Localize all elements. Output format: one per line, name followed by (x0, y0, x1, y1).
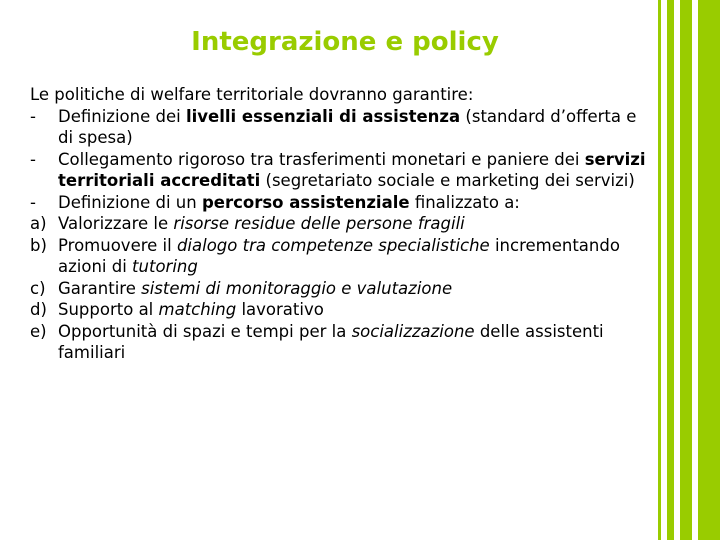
text-segment: Opportunità di spazi e tempi per la (58, 321, 352, 341)
green-bar (667, 0, 674, 540)
bold-text: servizi territoriali accreditati (58, 149, 646, 190)
list-marker: c) (30, 278, 46, 298)
list-item (30, 213, 650, 235)
green-bar (680, 0, 692, 540)
list-item (30, 192, 650, 214)
text-segment: lavorativo (236, 300, 324, 319)
text-segment: delle assistenti familiari (58, 321, 604, 362)
list-item (30, 235, 650, 278)
text-segment: incrementando azioni di (58, 235, 620, 276)
green-bar (658, 0, 661, 540)
list-item-text (58, 321, 650, 364)
text-segment: Valorizzare le (58, 214, 174, 233)
list-item-text (58, 149, 650, 192)
decorative-green-bars (654, 0, 720, 540)
text-segment: finalizzato a: (409, 192, 520, 212)
italic-text: tutoring (132, 257, 198, 276)
intro-text: Le politiche di welfare territoriale dovranno garantire: (30, 85, 474, 104)
slide-title: Integrazione e policy (191, 27, 499, 57)
list-marker: - (30, 192, 36, 212)
italic-text: matching (158, 300, 237, 319)
list-marker: e) (30, 321, 47, 341)
list-item-text (58, 106, 650, 149)
list-marker: b) (30, 235, 47, 255)
list-item-text (58, 299, 650, 321)
text-segment: Collegamento rigoroso tra trasferimenti monetari e paniere dei (58, 149, 585, 169)
body-text (30, 84, 650, 364)
list-item (30, 299, 650, 321)
text-segment: Garantire (58, 278, 142, 298)
list-item (30, 106, 650, 149)
italic-text: risorse residue delle persone fragili (173, 214, 465, 233)
list-marker: d) (30, 300, 47, 319)
list-item (30, 149, 650, 192)
text-segment: (segretariato sociale e marketing dei servizi) (260, 171, 635, 190)
list-marker: - (30, 106, 36, 126)
text-segment: Definizione di un (58, 192, 202, 212)
text-segment: (standard d’offerta e di spesa) (58, 106, 637, 147)
text-segment: Promuovere il (58, 235, 177, 255)
italic-text: sistemi di monitoraggio e valutazione (141, 278, 453, 298)
list-item-text (58, 213, 650, 235)
policy-list (30, 106, 650, 364)
text-segment: Supporto al (58, 300, 159, 319)
list-item (30, 321, 650, 364)
text-segment: Definizione dei (58, 106, 186, 126)
list-item-text (58, 278, 650, 300)
bold-text: percorso assistenziale (201, 192, 410, 212)
list-item (30, 278, 650, 300)
list-item-text (58, 235, 650, 278)
green-bar (698, 0, 720, 540)
list-marker: a) (30, 214, 47, 233)
list-marker: - (30, 149, 36, 169)
list-item-text (58, 192, 650, 214)
italic-text: socializzazione (351, 321, 475, 341)
bold-text: livelli essenziali di assistenza (185, 106, 461, 126)
italic-text: dialogo tra competenze specialistiche (176, 235, 490, 255)
